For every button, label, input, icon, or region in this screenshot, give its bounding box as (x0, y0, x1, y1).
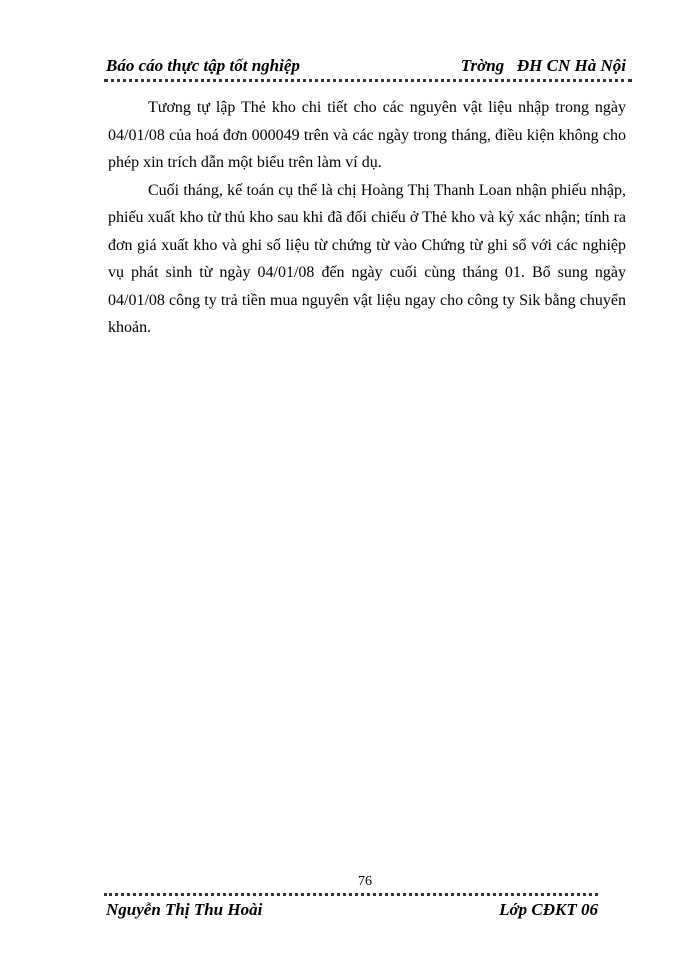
class-name: Lớp CĐKT 06 (499, 900, 598, 919)
paragraph: Tương tự lập Thẻ kho chi tiết cho các nguyên vật liệu nhập trong ngày 04/01/08 của hoá đơn 000049 trên và các ngày trong tháng, điều kiện không cho phép xin trích dẫn một biểu trên làm ví dụ. (108, 99, 626, 171)
page-number: 76 (358, 874, 372, 889)
header-divider (104, 79, 632, 82)
paragraph: Cuối tháng, kế toán cụ thể là chị Hoàng Thị Thanh Loan nhận phiếu nhập, phiếu xuất kho từ thủ kho sau khi đã đối chiếu ở Thẻ kho và ký xác nhận; tính ra đơn giá xuất kho và ghi số liệu từ chứng từ vào Chứng từ ghi sổ với các nghiệp vụ phát sinh từ ngày 04/01/08 đến ngày cuối cùng tháng 01. Bổ sung ngày 04/01/08 công ty trả tiền mua nguyên vật liệu ngay cho công ty Sik bằng chuyển khoản. (108, 181, 626, 336)
page-header (106, 56, 626, 78)
document-body (108, 94, 626, 342)
school-name: Trờng ĐH CN Hà Nội (460, 56, 626, 75)
report-title: Báo cáo thực tập tốt nghiệp (106, 56, 300, 75)
footer-divider (104, 893, 598, 896)
author-name: Nguyễn Thị Thu Hoài (106, 900, 263, 919)
